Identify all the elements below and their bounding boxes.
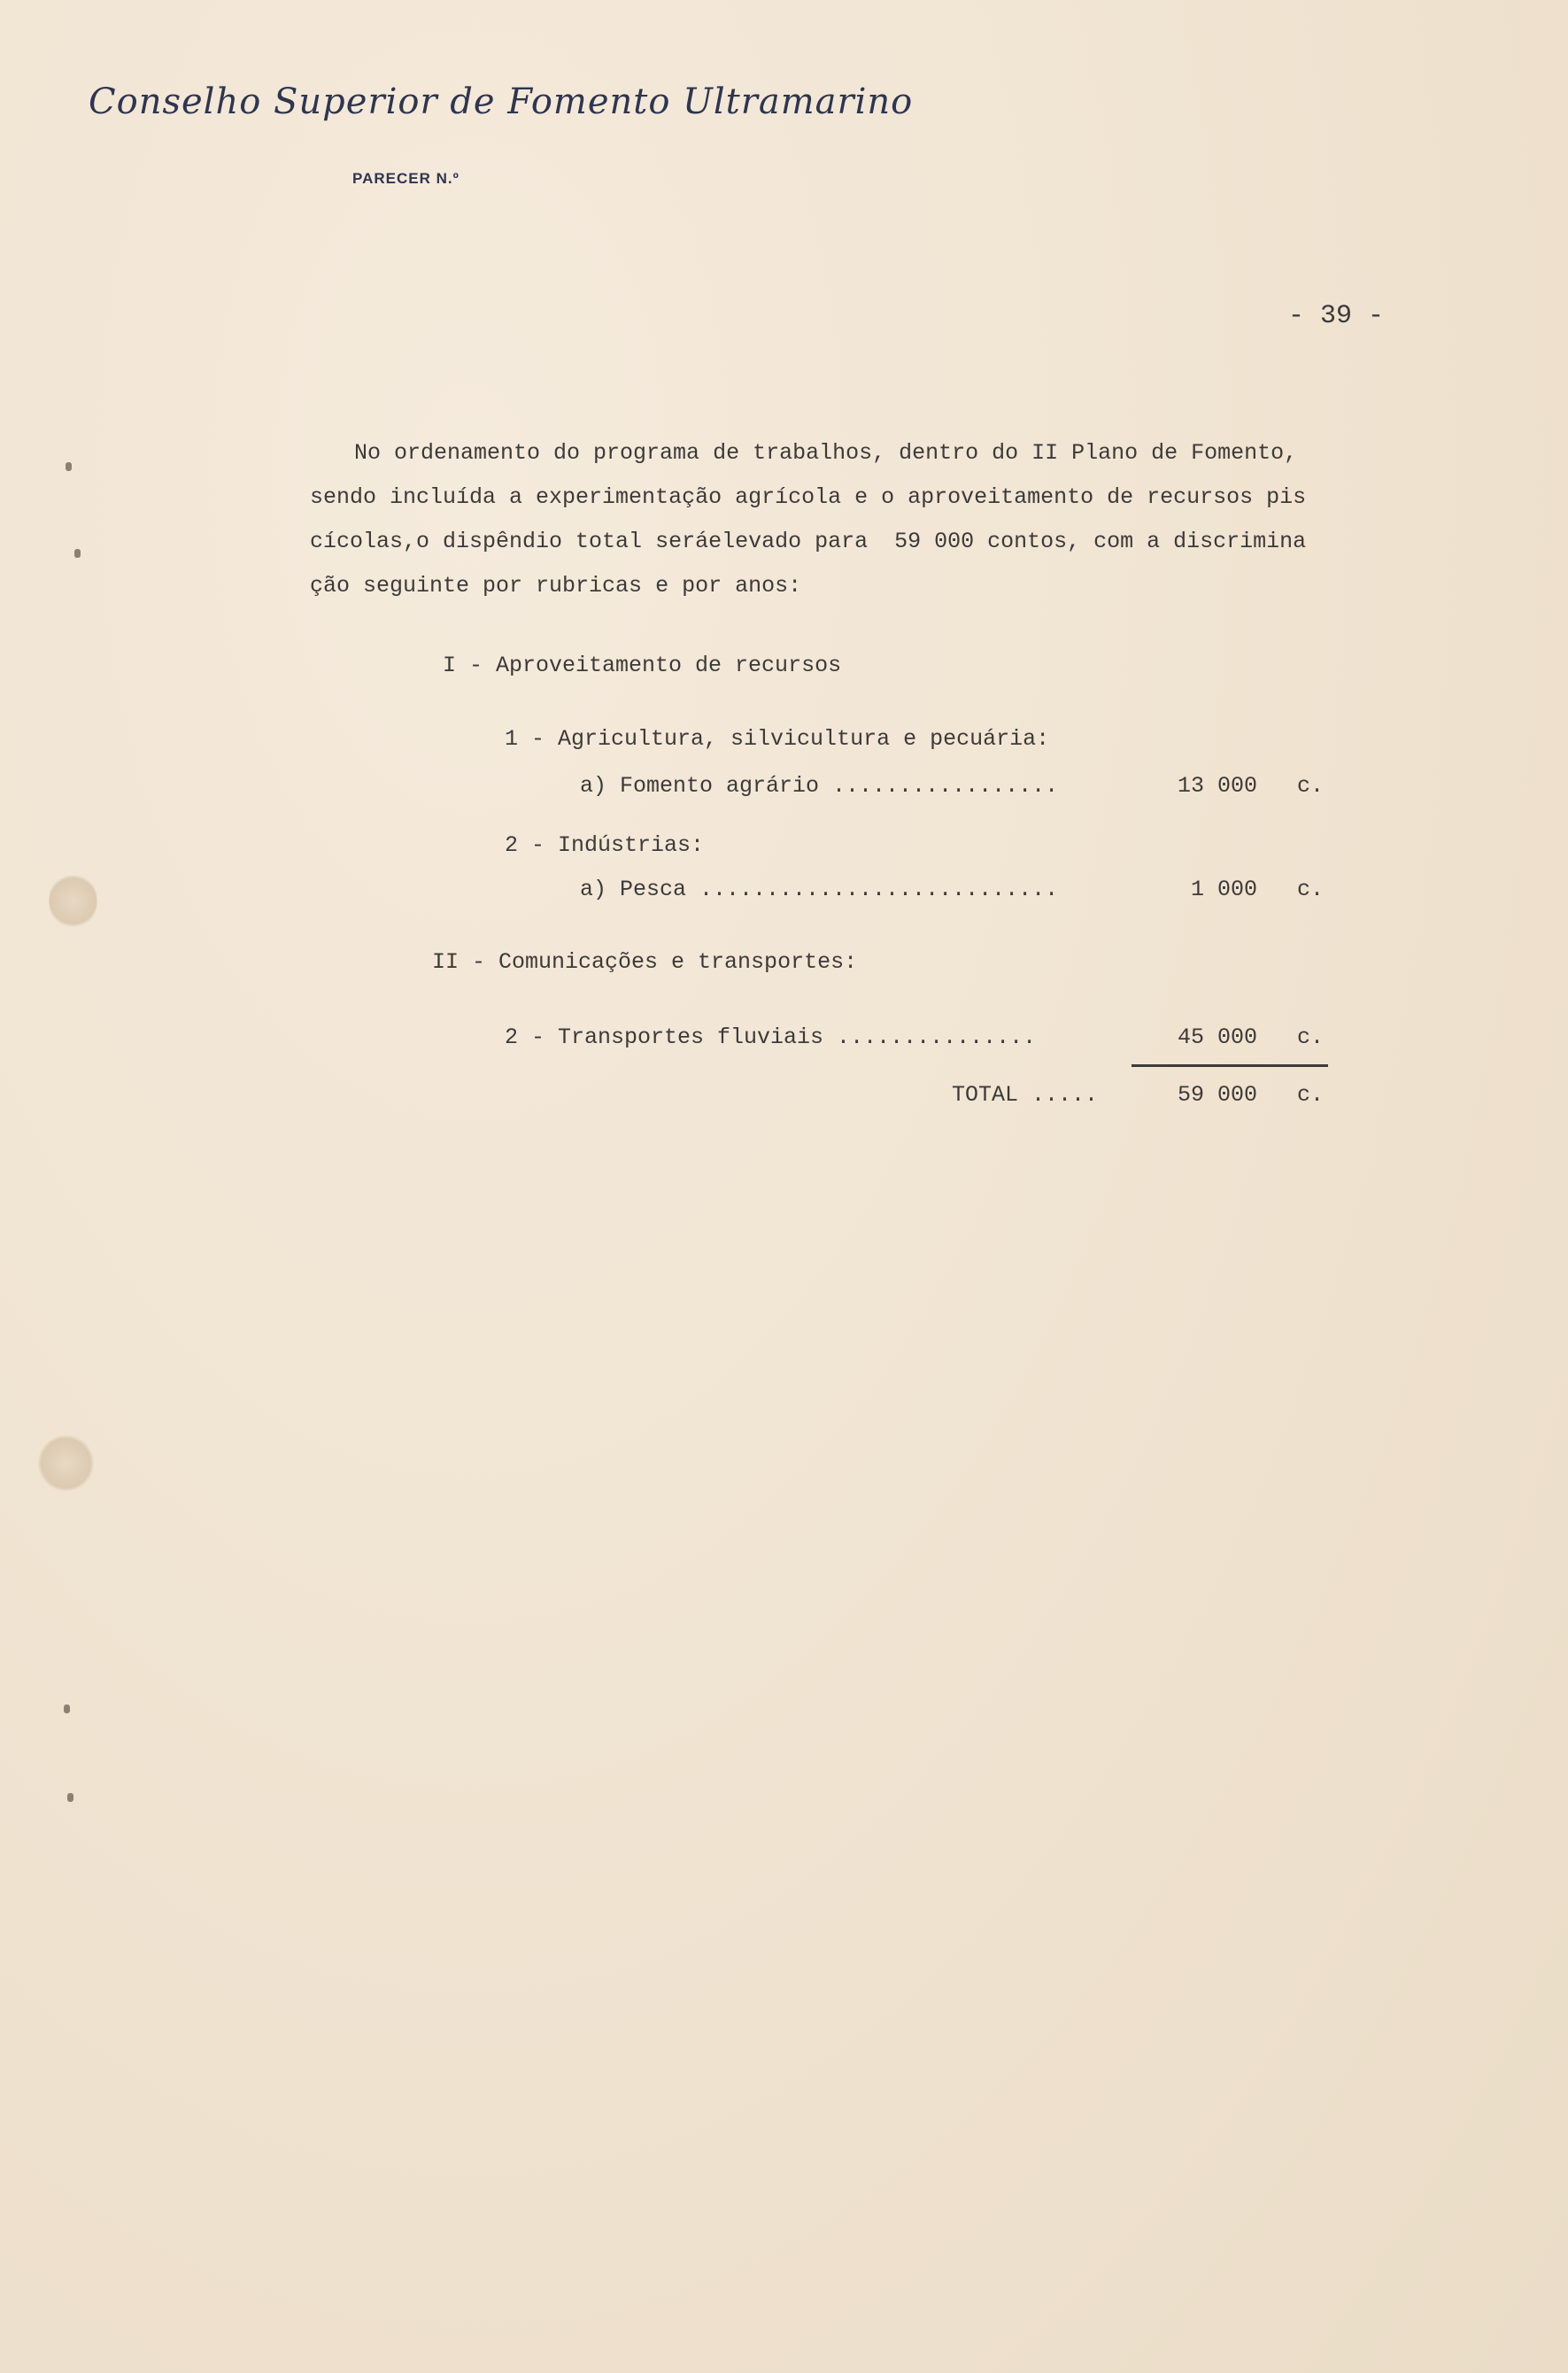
parecer-label: PARECER N.º xyxy=(352,170,460,187)
section-heading-1: I - Aproveitamento de recursos xyxy=(443,653,842,678)
total-label: TOTAL ..... xyxy=(952,1082,1099,1108)
paragraph-line: No ordenamento do programa de trabalhos, dentro do II Plano de Fomento, xyxy=(354,440,1298,466)
subsection-industrias: 2 - Indústrias: xyxy=(505,832,705,858)
total-rule xyxy=(1132,1064,1328,1067)
unit-label: c. xyxy=(1297,773,1325,799)
binder-hole-mark xyxy=(37,1434,95,1492)
item-fomento-agrario: a) Fomento agrário ................. xyxy=(580,773,1059,799)
staple-mark xyxy=(66,462,72,471)
page-number: - 39 - xyxy=(1288,301,1385,331)
staple-mark xyxy=(67,1793,73,1802)
amount-transportes-fluviais: 45 000 xyxy=(1177,1024,1257,1050)
body-paragraph xyxy=(310,431,1452,608)
paragraph-line: cícolas,o dispêndio total seráelevado para 59 000 contos, com a discrimina xyxy=(310,529,1307,554)
staple-mark xyxy=(74,549,81,558)
amount-fomento-agrario: 13 000 xyxy=(1177,773,1257,799)
total-amount: 59 000 xyxy=(1177,1082,1257,1108)
subsection-agriculture: 1 - Agricultura, silvicultura e pecuária: xyxy=(505,726,1050,752)
section-heading-2: II - Comunicações e transportes: xyxy=(432,949,858,975)
binder-hole-mark xyxy=(49,872,97,930)
paragraph-line: ção seguinte por rubricas e por anos: xyxy=(310,573,802,599)
unit-label: c. xyxy=(1297,877,1325,902)
item-transportes-fluviais: 2 - Transportes fluviais ............... xyxy=(505,1024,1037,1050)
amount-pesca: 1 000 xyxy=(1190,877,1257,902)
item-pesca: a) Pesca ........................... xyxy=(580,877,1059,902)
letterhead-title: Conselho Superior de Fomento Ultramarino xyxy=(89,81,914,122)
unit-label: c. xyxy=(1297,1082,1325,1108)
paragraph-line: sendo incluída a experimentação agrícola e o aproveitamento de recursos pis xyxy=(310,484,1307,510)
staple-mark xyxy=(64,1704,70,1713)
unit-label: c. xyxy=(1297,1024,1325,1050)
